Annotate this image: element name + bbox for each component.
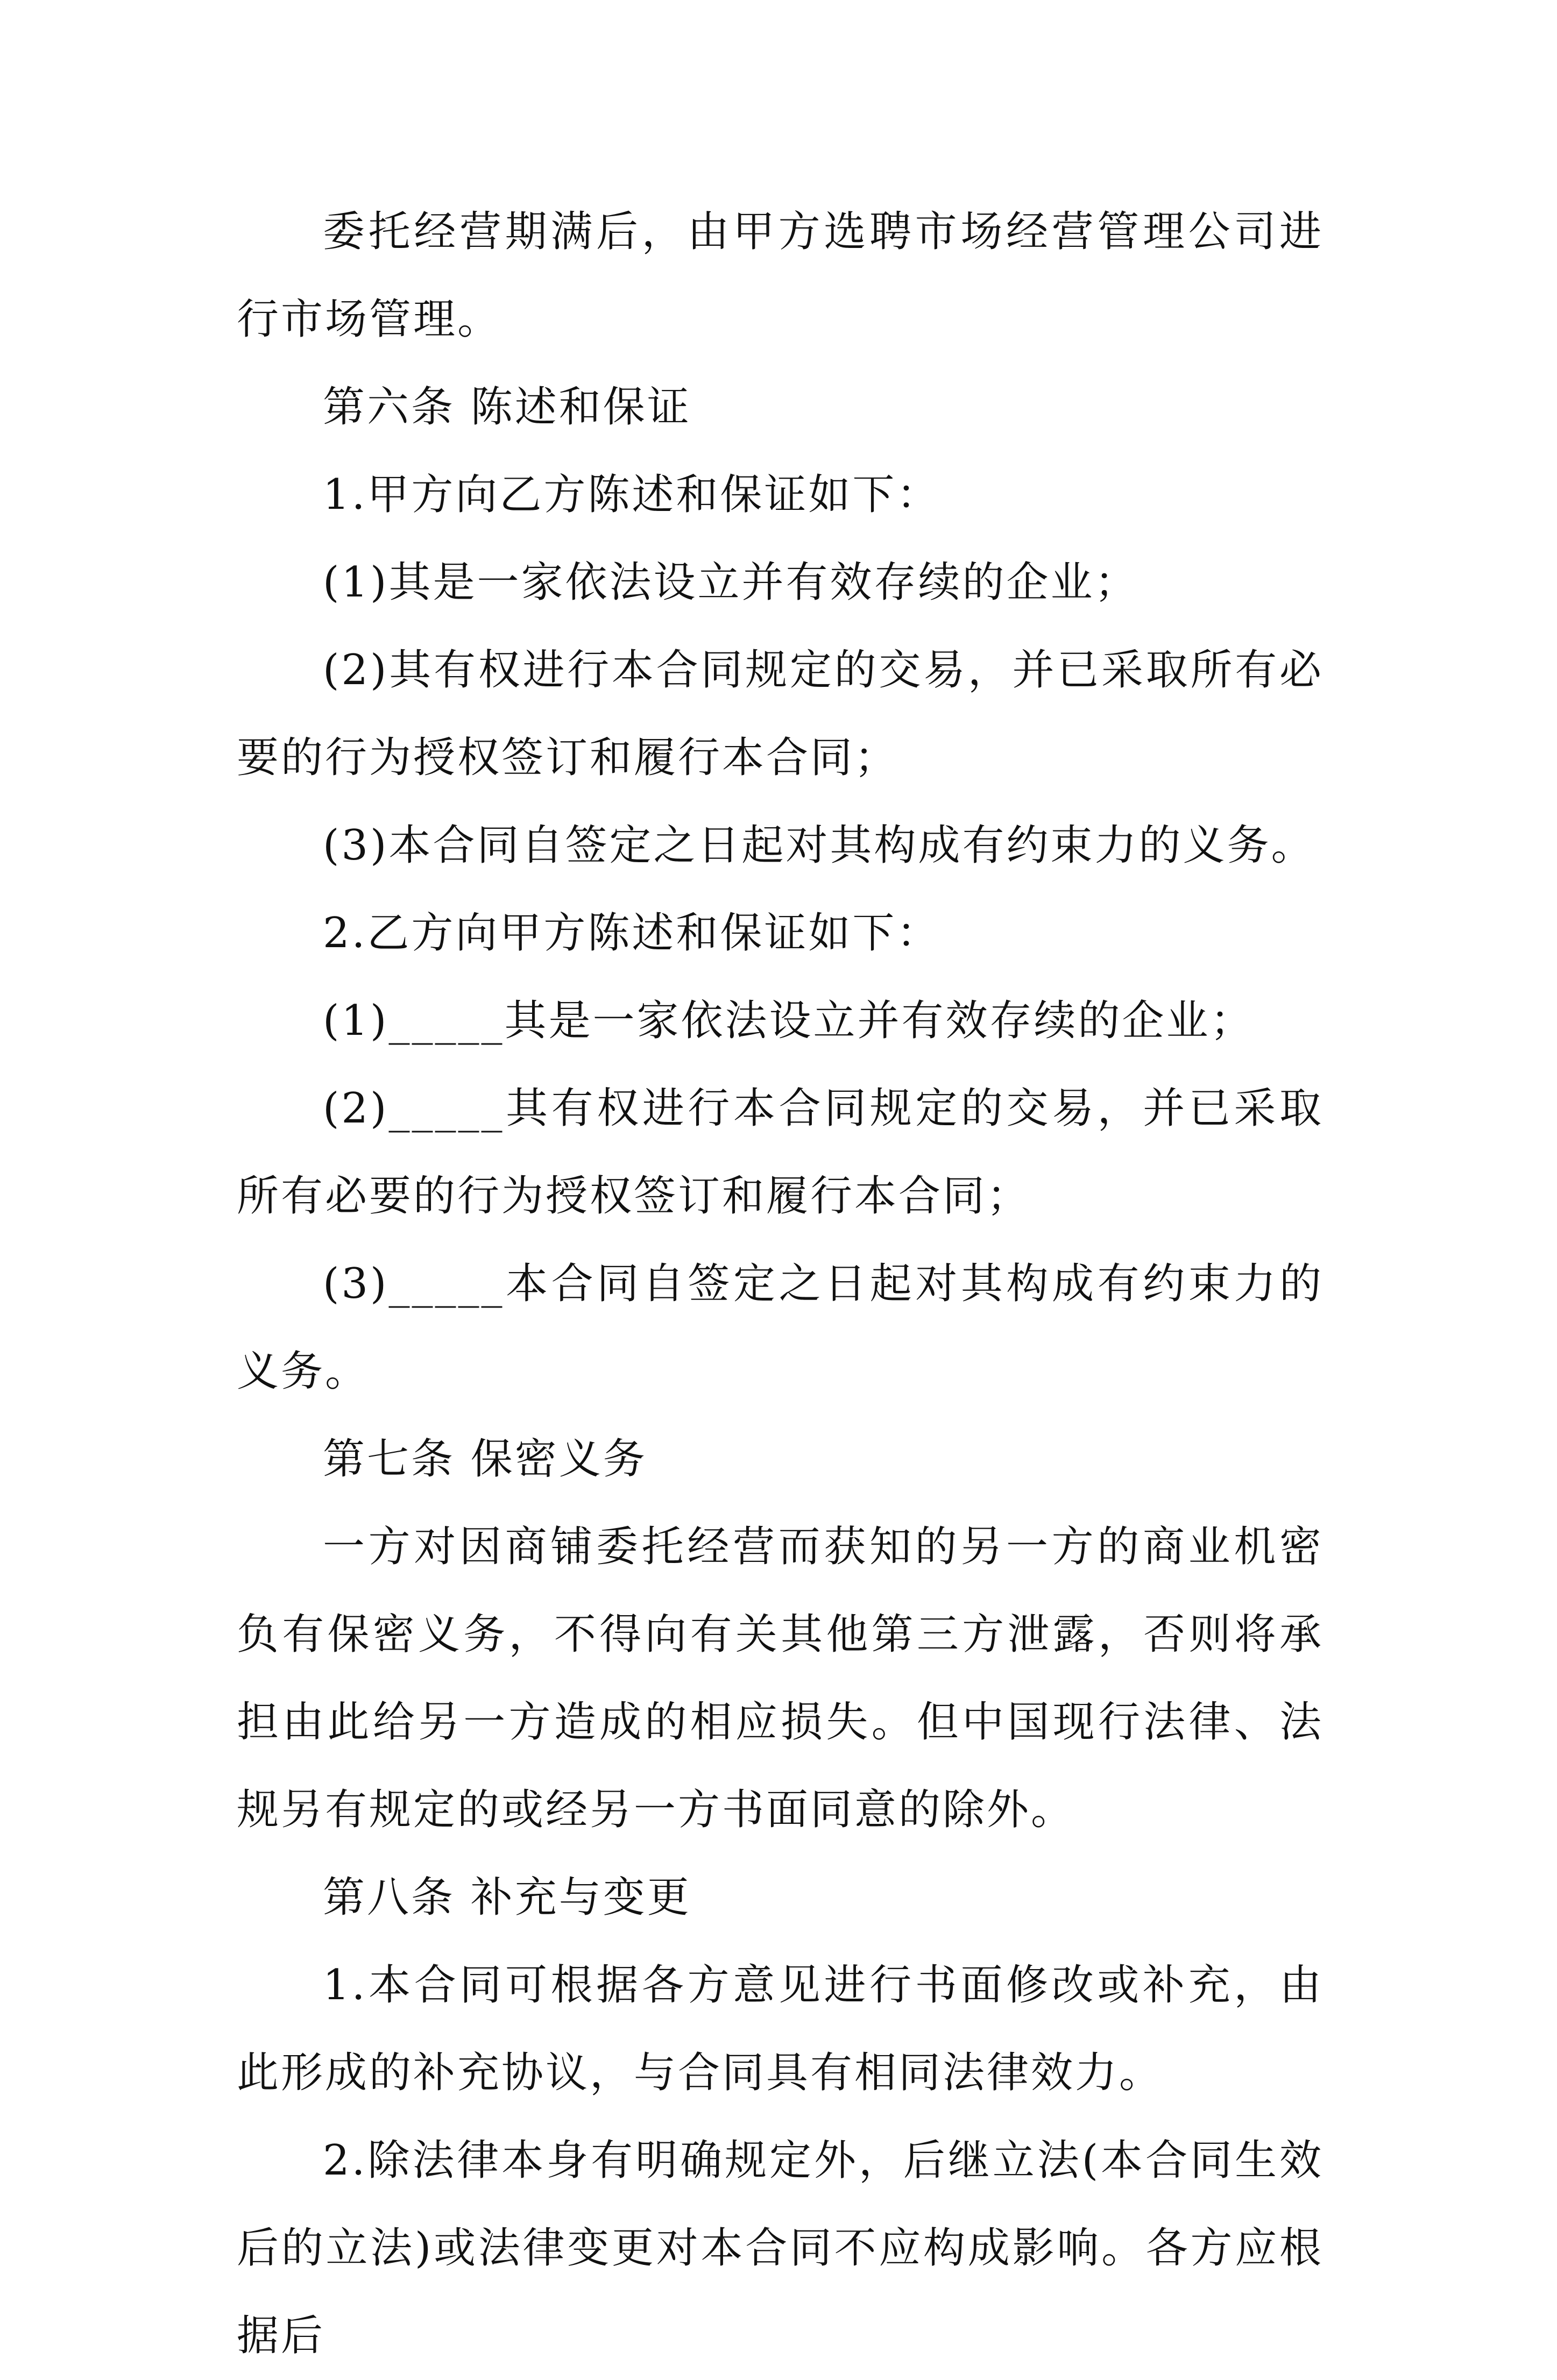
section-heading: 第七条 保密义务 bbox=[323, 1435, 647, 1483]
paragraph: (1)_____其是一家依法设立并有效存续的企业； bbox=[323, 997, 1255, 1045]
paragraph: (2)其有权进行本合同规定的交易，并已采取所有必要的行为授权签订和履行本合同； bbox=[237, 646, 1324, 782]
section-heading: 第八条 补充与变更 bbox=[323, 1873, 691, 1922]
paragraph: 一方对因商铺委托经营而获知的另一方的商业机密负有保密义务，不得向有关其他第三方泄露，否则将承担由此给另一方造成的相应损失。但中国现行法律、法规另有规定的或经另一方书面同意的除外。 bbox=[237, 1523, 1324, 1834]
paragraph: (2)_____其有权进行本合同规定的交易，并已采取所有必要的行为授权签订和履行本合同； bbox=[237, 1084, 1324, 1220]
paragraph: (3)_____本合同自签定之日起对其构成有约束力的义务。 bbox=[237, 1260, 1324, 1396]
paragraph: 2.除法律本身有明确规定外，后继立法(本合同生效后的立法)或法律变更对本合同不应构成影响。各方应根据后 bbox=[237, 2136, 1324, 2360]
paragraph: 1.本合同可根据各方意见进行书面修改或补充，由此形成的补充协议，与合同具有相同法律效力。 bbox=[237, 1961, 1324, 2097]
paragraph: 2.乙方向甲方陈述和保证如下： bbox=[323, 909, 941, 957]
paragraph: 1.甲方向乙方陈述和保证如下： bbox=[323, 471, 941, 519]
paragraph: (3)本合同自签定之日起对其构成有约束力的义务。 bbox=[323, 821, 1315, 870]
paragraph: (1)其是一家依法设立并有效存续的企业； bbox=[323, 558, 1139, 607]
paragraph: 委托经营期满后，由甲方选聘市场经营管理公司进行市场管理。 bbox=[237, 208, 1324, 344]
section-heading: 第六条 陈述和保证 bbox=[323, 383, 691, 431]
document-body bbox=[237, 188, 1324, 2380]
